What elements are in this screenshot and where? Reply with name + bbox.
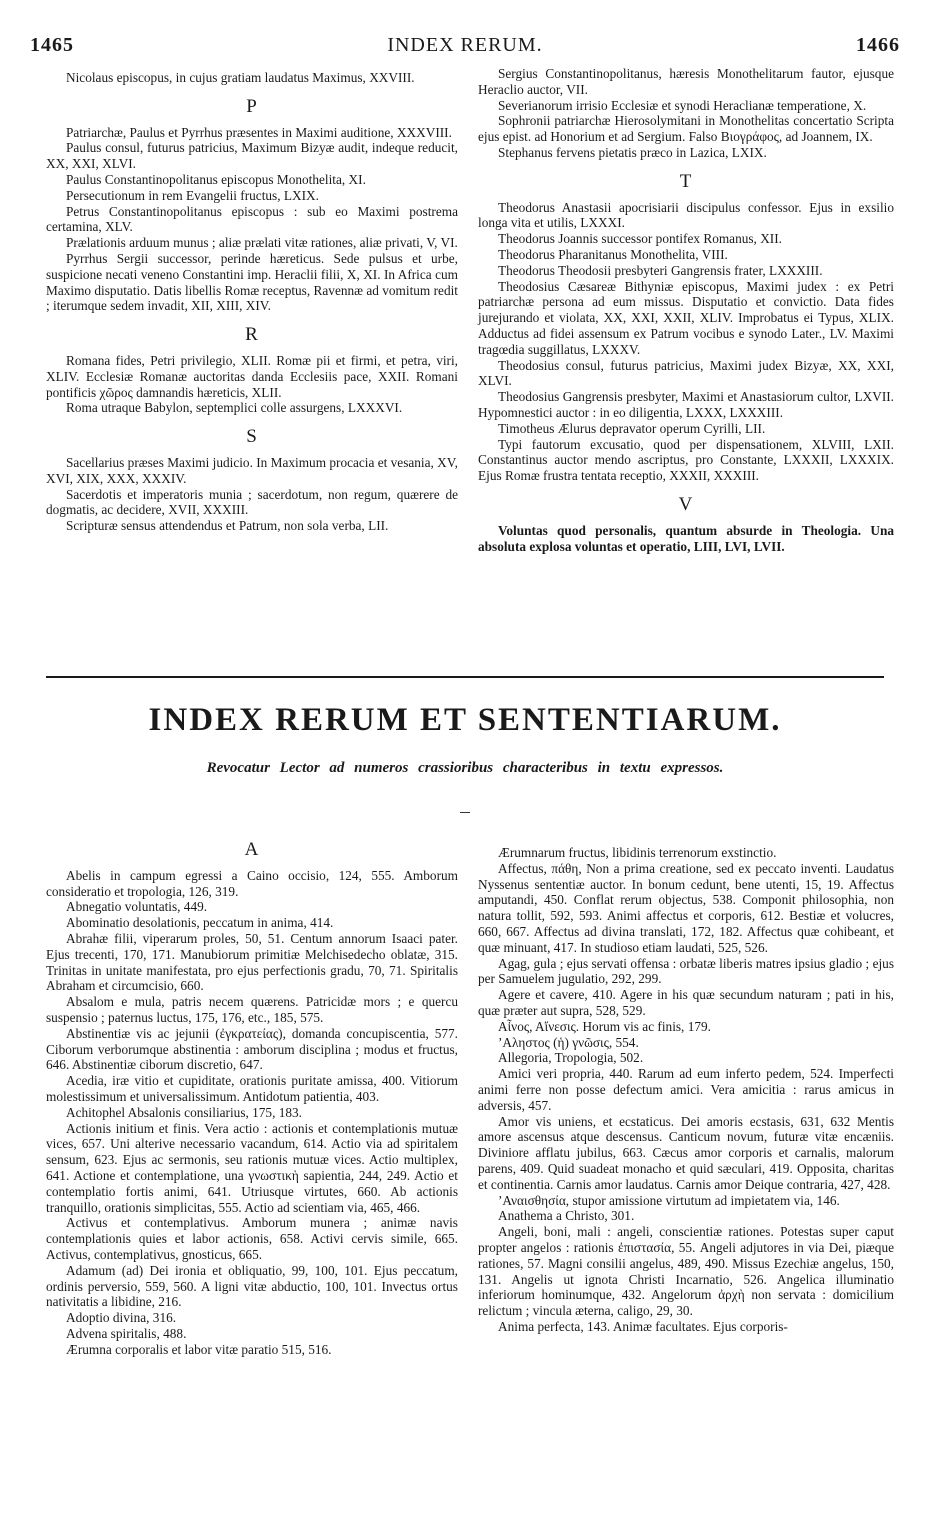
letter-heading-t: T <box>679 170 693 192</box>
letter-heading-s: S <box>246 426 258 448</box>
letter-heading-a: A <box>244 839 260 860</box>
index-entry: Amici veri propria, 440. Rarum ad eum inferto pedem, 524. Imperfecti animi ferre non posse defectum amici. Vera amicitia : rarus amicus in adversis, 457. <box>478 1066 894 1113</box>
index-entry: Roma utraque Babylon, septemplici colle assurgens, LXXXVI. <box>66 400 403 416</box>
index-entry: Theodorus Pharanitanus Monothelita, VIII. <box>498 246 728 262</box>
index-entry: Prælationis arduum munus ; aliæ prælati vitæ rationes, aliæ privati, V, VI. <box>66 235 458 251</box>
index-entry: Adamum (ad) Dei ironia et obliquatio, 99, 100, 101. Ejus peccatum, ordinis perversio, 559, 560. A ligni vitæ abductio, 100, 101. Invectus ortus nativitatis a libidine, 216. <box>46 1262 458 1310</box>
index-rerum-right-column <box>478 66 894 554</box>
index-entry: Timotheus Ælurus depravator operum Cyrilli, LII. <box>498 420 766 436</box>
index-entry: Pyrrhus Sergii successor, perinde hæreticus. Sede pulsus et urbe, suspicione necati veneno Constantini imp. Heraclii filii, X, XI. In Africa cum Maximo disputatio. Datis libellis Romæ receptus, Ravennæ ad vomitum redit ; iterumque sedem invadit, XII, XIII, XIV. <box>46 250 458 314</box>
index-entry: Theodosius Gangrensis presbyter, Maximi et Anastasiorum cultor, LXVII. Hypomnestici auctor : in eo diligentia, LXXX, LXXXIII. <box>478 389 894 420</box>
index-entry: Nicolaus episcopus, in cujus gratiam laudatus Maximus, XXVIII. <box>66 70 415 85</box>
page-header <box>30 34 900 60</box>
letter-heading-v: V <box>678 493 694 515</box>
index-entry: Acedia, iræ vitio et cupiditate, orationis puritate amissa, 400. Vitiorum molestissimum et universalissimum. Antidotum patientia, 403. <box>46 1073 458 1104</box>
sententiarum-left-column <box>46 836 458 1358</box>
running-title: INDEX RERUM. <box>387 34 543 56</box>
index-entry: Angeli, boni, mali : angeli, conscientiæ rationes. Potestas super caput propter angelos : rationis ἐπιστασία, 55. Angeli adjutores in via Dei, piæque rationes, 57. Magni consilii angelus, 489, 490. Missus Ezechiæ angelus, 150, 131. Angelis ut ignota Christi Incarnatio, 526. Angelica illuminatio inferiorum hominumque, 432. Angelorum ἀρχὴ non servata : domicilium relictum ; vincula æterna, caligo, 29, 30. <box>478 1224 894 1319</box>
index-entry: Anathema a Christo, 301. <box>498 1208 635 1224</box>
index-entry: Paulus consul, futurus patricius, Maximum Bizyæ audit, indeque reducit, XX, XXI, XLVI. <box>46 140 458 172</box>
index-entry: Agere et cavere, 410. Agere in his quæ secundum naturam ; pati in his, quæ præter aut supra, 528, 529. <box>478 987 894 1018</box>
index-entry: Allegoria, Tropologia, 502. <box>498 1050 644 1066</box>
index-entry: Achitophel Absalonis consiliarius, 175, 183. <box>66 1104 303 1120</box>
index-entry: Petrus Constantinopolitanus episcopus : sub eo Maximi postrema certamina, XLV. <box>46 203 458 235</box>
index-entry: Paulus Constantinopolitanus episcopus Monothelita, XI. <box>66 171 366 187</box>
index-entry: Activus et contemplativus. Amborum munera ; animæ navis contemplationis quies et labor actionis, 658. Activi cervis simile, 665. Activus, contemplativus, gnosticus, 665. <box>46 1215 458 1262</box>
page-number-left: 1465 <box>30 34 74 56</box>
section-title: INDEX RERUM ET SENTENTIARUM. <box>148 702 782 738</box>
index-entry: Sacerdotis et imperatoris munia ; sacerdotum, non regum, quærere de dogmatis, ac decidere, XVII, XXXIII. <box>46 486 458 518</box>
index-entry: Patriarchæ, Paulus et Pyrrhus præsentes in Maximi auditione, XXXVIII. <box>66 124 452 140</box>
index-entry: Abominatio desolationis, peccatum in anima, 414. <box>66 915 334 931</box>
index-entry: Sacellarius præses Maximi judicio. In Maximum procacia et vesania, XV, XVI, XIX, XXX, XXXIV. <box>46 454 458 486</box>
index-entry: Romana fides, Petri privilegio, XLII. Romæ pii et firmi, et petra, viri, XLIV. Ecclesiæ Romanæ auctoritas danda Ecclesiis pace, XXII. Romani pontificis χῶρος damnandis hæreticis, XLII. <box>46 352 458 400</box>
index-entry: Affectus, πάθη, Non a prima creatione, sed ex peccato inventi. Laudatus Nyssenus sententiæ auctor. In bonum cedunt, bene utenti, 15, 19. Affectus amputandi, 450. Conflat rerum objectus, 538. Componit philosophia, non natura tollit, 592, 593. Animi affectus et corporis, 612. Bestiæ et volucres, 660, 667. Affectus ad divina translati, 172, 182. Affectus quæ cohibeant, et quæ minuant, 417. In studioso etiam laudati, 525, 526. <box>478 860 894 955</box>
index-entry: Theodosius consul, futurus patricius, Maximi judex Bizyæ, XX, XXI, XLVI. <box>478 357 894 389</box>
index-entry: Αἶνος, Αἴνεσις. Horum vis ac finis, 179. <box>498 1018 711 1034</box>
index-entry: Anima perfecta, 143. Animæ facultates. Ejus corporis- <box>498 1318 788 1334</box>
index-entry: Theodosius Cæsareæ Bithyniæ episcopus, Maximi judex : ex Petri patriarchæ persona ad eum missus. Disputatio et convictio. Data fides jurejurando et violata, XX, XXI, XXII, XLIV. Improbatus ei Typus, XLIX. Adductus ad fidei assensum ex Patrum vocibus e synodo Later., LV. Maximi tragœdia suggillatus, LXXXV. <box>478 278 894 357</box>
index-entry: ʼΑληστος (ἡ) γνῶσις, 554. <box>498 1034 639 1050</box>
index-entry: Theodorus Anastasii apocrisiarii discipulus confessor. Ejus in exsilio longa vita et utilis, LXXXI. <box>478 199 894 231</box>
index-entry: Abelis in campum egressi a Caino occisio, 124, 555. Amborum consideratio et tropologia, 126, 319. <box>46 867 458 899</box>
letter-heading-r: R <box>245 324 259 346</box>
index-entry: Theodorus Theodosii presbyteri Gangrensis frater, LXXXIII. <box>498 262 823 278</box>
page-number-right: 1466 <box>856 34 900 56</box>
index-entry: Adoptio divina, 316. <box>66 1310 177 1326</box>
index-rerum-left-column <box>46 70 458 534</box>
index-entry: Abnegatio voluntatis, 449. <box>66 899 208 915</box>
index-entry: Voluntas quod personalis, quantum absurde in Theologia. Una absoluta explosa voluntas et operatio, LIII, LVI, LVII. <box>478 522 894 554</box>
index-entry: Amor vis uniens, et ecstaticus. Dei amoris ecstasis, 631, 632 Mentis amore ascensus atque descensus. Canticum novum, futuræ vitæ encæniis. Diviniore afflatu jubilus, 663. Cæcus amor corporis et carnalis, malorum parens, 409. Quid suadeat monacho et quid sæculari, 419. Opposita, charitas et continentia. Carnis amor laudatus. Carnis amor Deique contraria, 427, 428. <box>478 1113 894 1192</box>
index-entry: Absalom e mula, patris necem quærens. Patricidæ mors ; e quercu suspensio ; paternus luctus, 175, 176, etc., 185, 575. <box>46 994 458 1025</box>
index-entry: ʼΑναισθησία, stupor amissione virtutum ad impietatem via, 146. <box>498 1192 840 1208</box>
index-entry: Advena spiritalis, 488. <box>66 1325 187 1341</box>
section-subtitle: Revocatur Lector ad numeros crassioribus characteribus in textu expressos. <box>206 760 724 776</box>
index-entry: Ærumnarum fructus, libidinis terrenorum exstinctio. <box>498 845 777 860</box>
index-entry: Ærumna corporalis et labor vitæ paratio 515, 516. <box>66 1341 332 1357</box>
index-entry: Severianorum irrisio Ecclesiæ et synodi Heraclianæ temperatione, X. <box>498 97 867 113</box>
sententiarum-right-column <box>478 845 894 1335</box>
index-entry: Persecutionum in rem Evangelii fructus, LXIX. <box>66 187 319 203</box>
index-entry: Sophronii patriarchæ Hierosolymitani in Monothelitas concertatio Scripta ejus epist. ad Honorium et ad Sergium. Falso Βιογράφος, ad Joannem, IX. <box>478 113 894 145</box>
section-divider <box>46 676 884 678</box>
short-rule <box>460 812 470 813</box>
index-entry: Abstinentiæ vis ac jejunii (ἐγκρατείας), domanda concupiscentia, 577. Ciborum verborumque abstinentia : amborum disciplina ; modus et fructus, 646. Abstinentiæ ciborum discretio, 647. <box>46 1025 458 1073</box>
letter-heading-p: P <box>246 95 258 117</box>
index-entry: Scripturæ sensus attendendus et Patrum, non sola verba, LII. <box>66 518 389 534</box>
index-entry: Theodorus Joannis successor pontifex Romanus, XII. <box>498 231 782 247</box>
index-entry: Typi fautorum excusatio, quod per dispensationem, XLVIII, LXII. Constantinus auctor mendo ascriptus, pro Constante, LXXXII, LXXXIX. Ejus Romæ frustra tentata receptio, XXXII, XXXIII. <box>478 436 894 484</box>
index-entry: Sergius Constantinopolitanus, hæresis Monothelitarum fautor, ejusque Heraclio auctor, VII. <box>478 66 894 97</box>
index-entry: Abrahæ filii, viperarum proles, 50, 51. Centum annorum Isaaci pater. Ejus trecenti, 170, 171. Manubiorum primitiæ Melchisedecho oblatæ, 315. Trinitas in unitate manifestata, pro ejus perfectionis gradu, 70, 71. Spiritalis Abraham et circumcisio, 660. <box>46 930 458 994</box>
index-entry: Agag, gula ; ejus servati offensa : orbatæ liberis matres ipsius gladio ; ejus per Samuelem jugulatio, 292, 299. <box>478 955 894 987</box>
index-entry: Actionis initium et finis. Vera actio : actionis et contemplationis mutuæ vices, 657. Uni alterive necessario vacandum, 614. Actio via ad spiritalem sensum, 623. Ejus ac sermonis, seu rationis mutuæ vices. Actio multiplex, 641. Actione et contemplatione, una γνωστικὴ sapientia, 244, 249. Actio et contemplatio fortis animi, 641. Utriusque virtutes, 660. Ab actionis tranquillo, orationis simplicitas, 555. Actio ad scientiam via, 465, 466. <box>46 1120 458 1215</box>
index-entry: Stephanus fervens pietatis præco in Lazica, LXIX. <box>498 144 767 160</box>
